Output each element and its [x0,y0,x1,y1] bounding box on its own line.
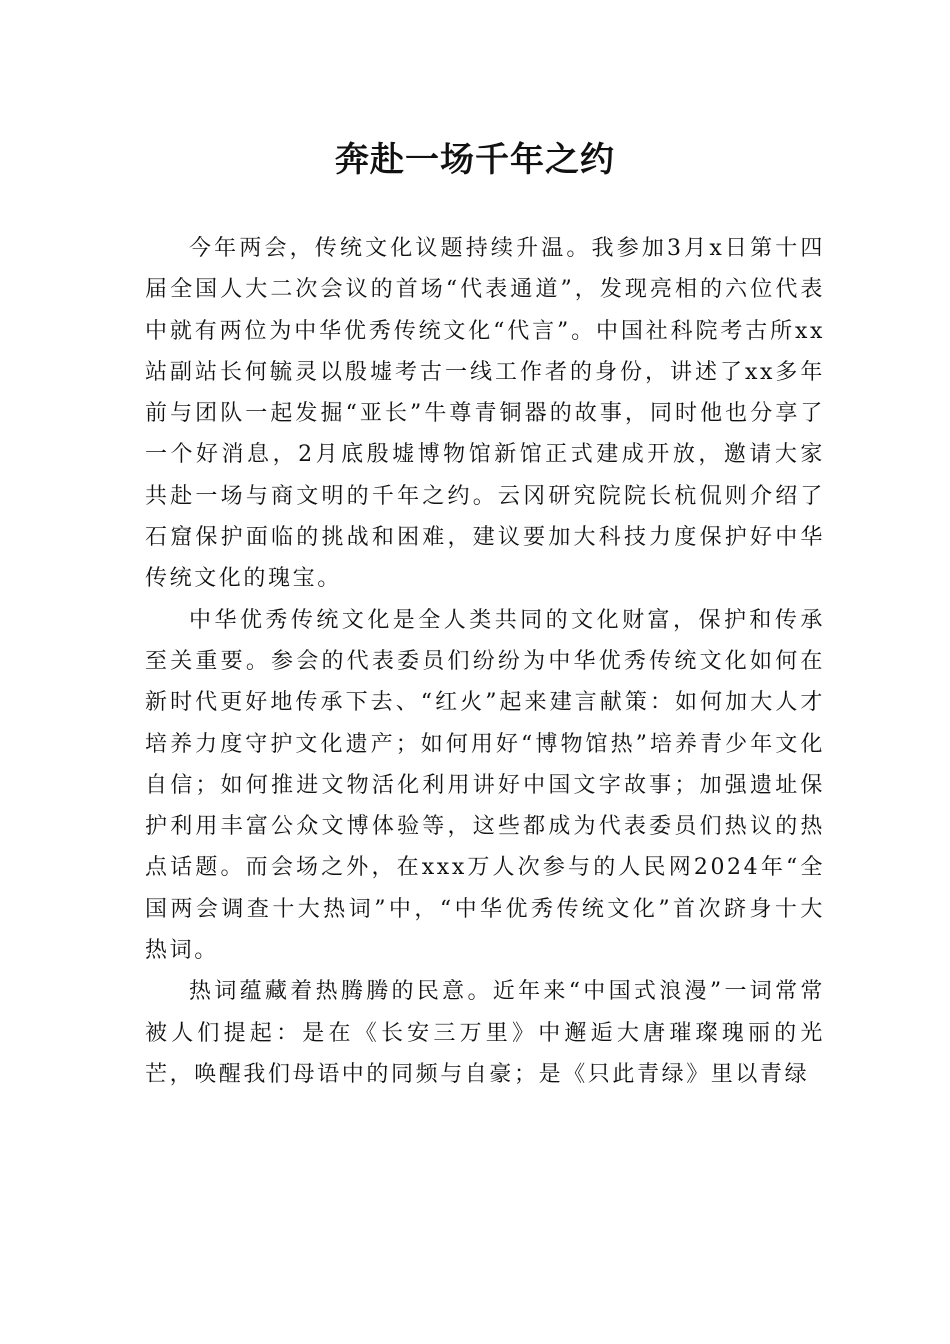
document-title: 奔赴一场千年之约 [335,140,615,180]
paragraph-1: 今年两会，传统文化议题持续升温。我参加3月x日第十四届全国人大二次会议的首场“代表通道”，发现亮相的六位代表中就有两位为中华优秀传统文化“代言”。中国社科院考古所xx站副站长何毓灵以殷墟考古一线工作者的身份，讲述了xx多年前与团队一起发掘“亚长”牛尊青铜器的故事，同时他也分享了一个好消息，2月底殷墟博物馆新馆正式建成开放，邀请大家共赴一场与商文明的千年之约。云冈研究院院长杭侃则介绍了石窟保护面临的挑战和困难，建议要加大科技力度保护好中华传统文化的瑰宝。 [145,236,825,592]
paragraph-2: 中华优秀传统文化是全人类共同的文化财富，保护和传承至关重要。参会的代表委员们纷纷为中华优秀传统文化如何在新时代更好地传承下去、“红火”起来建言献策：如何加大人才培养力度守护文化遗产；如何用好“博物馆热”培养青少年文化自信；如何推进文物活化利用讲好中国文字故事；加强遗址保护利用丰富公众文博体验等，这些都成为代表委员们热议的热点话题。而会场之外，在xxx万人次参与的人民网2024年“全国两会调查十大热词”中，“中华优秀传统文化”首次跻身十大热词。 [145,607,825,964]
document-body [145,228,825,1095]
paragraph-3: 热词蕴藏着热腾腾的民意。近年来“中国式浪漫”一词常常被人们提起：是在《长安三万里》中邂逅大唐璀璨瑰丽的光芒，唤醒我们母语中的同频与自豪；是《只此青绿》里以青绿 [145,979,825,1087]
